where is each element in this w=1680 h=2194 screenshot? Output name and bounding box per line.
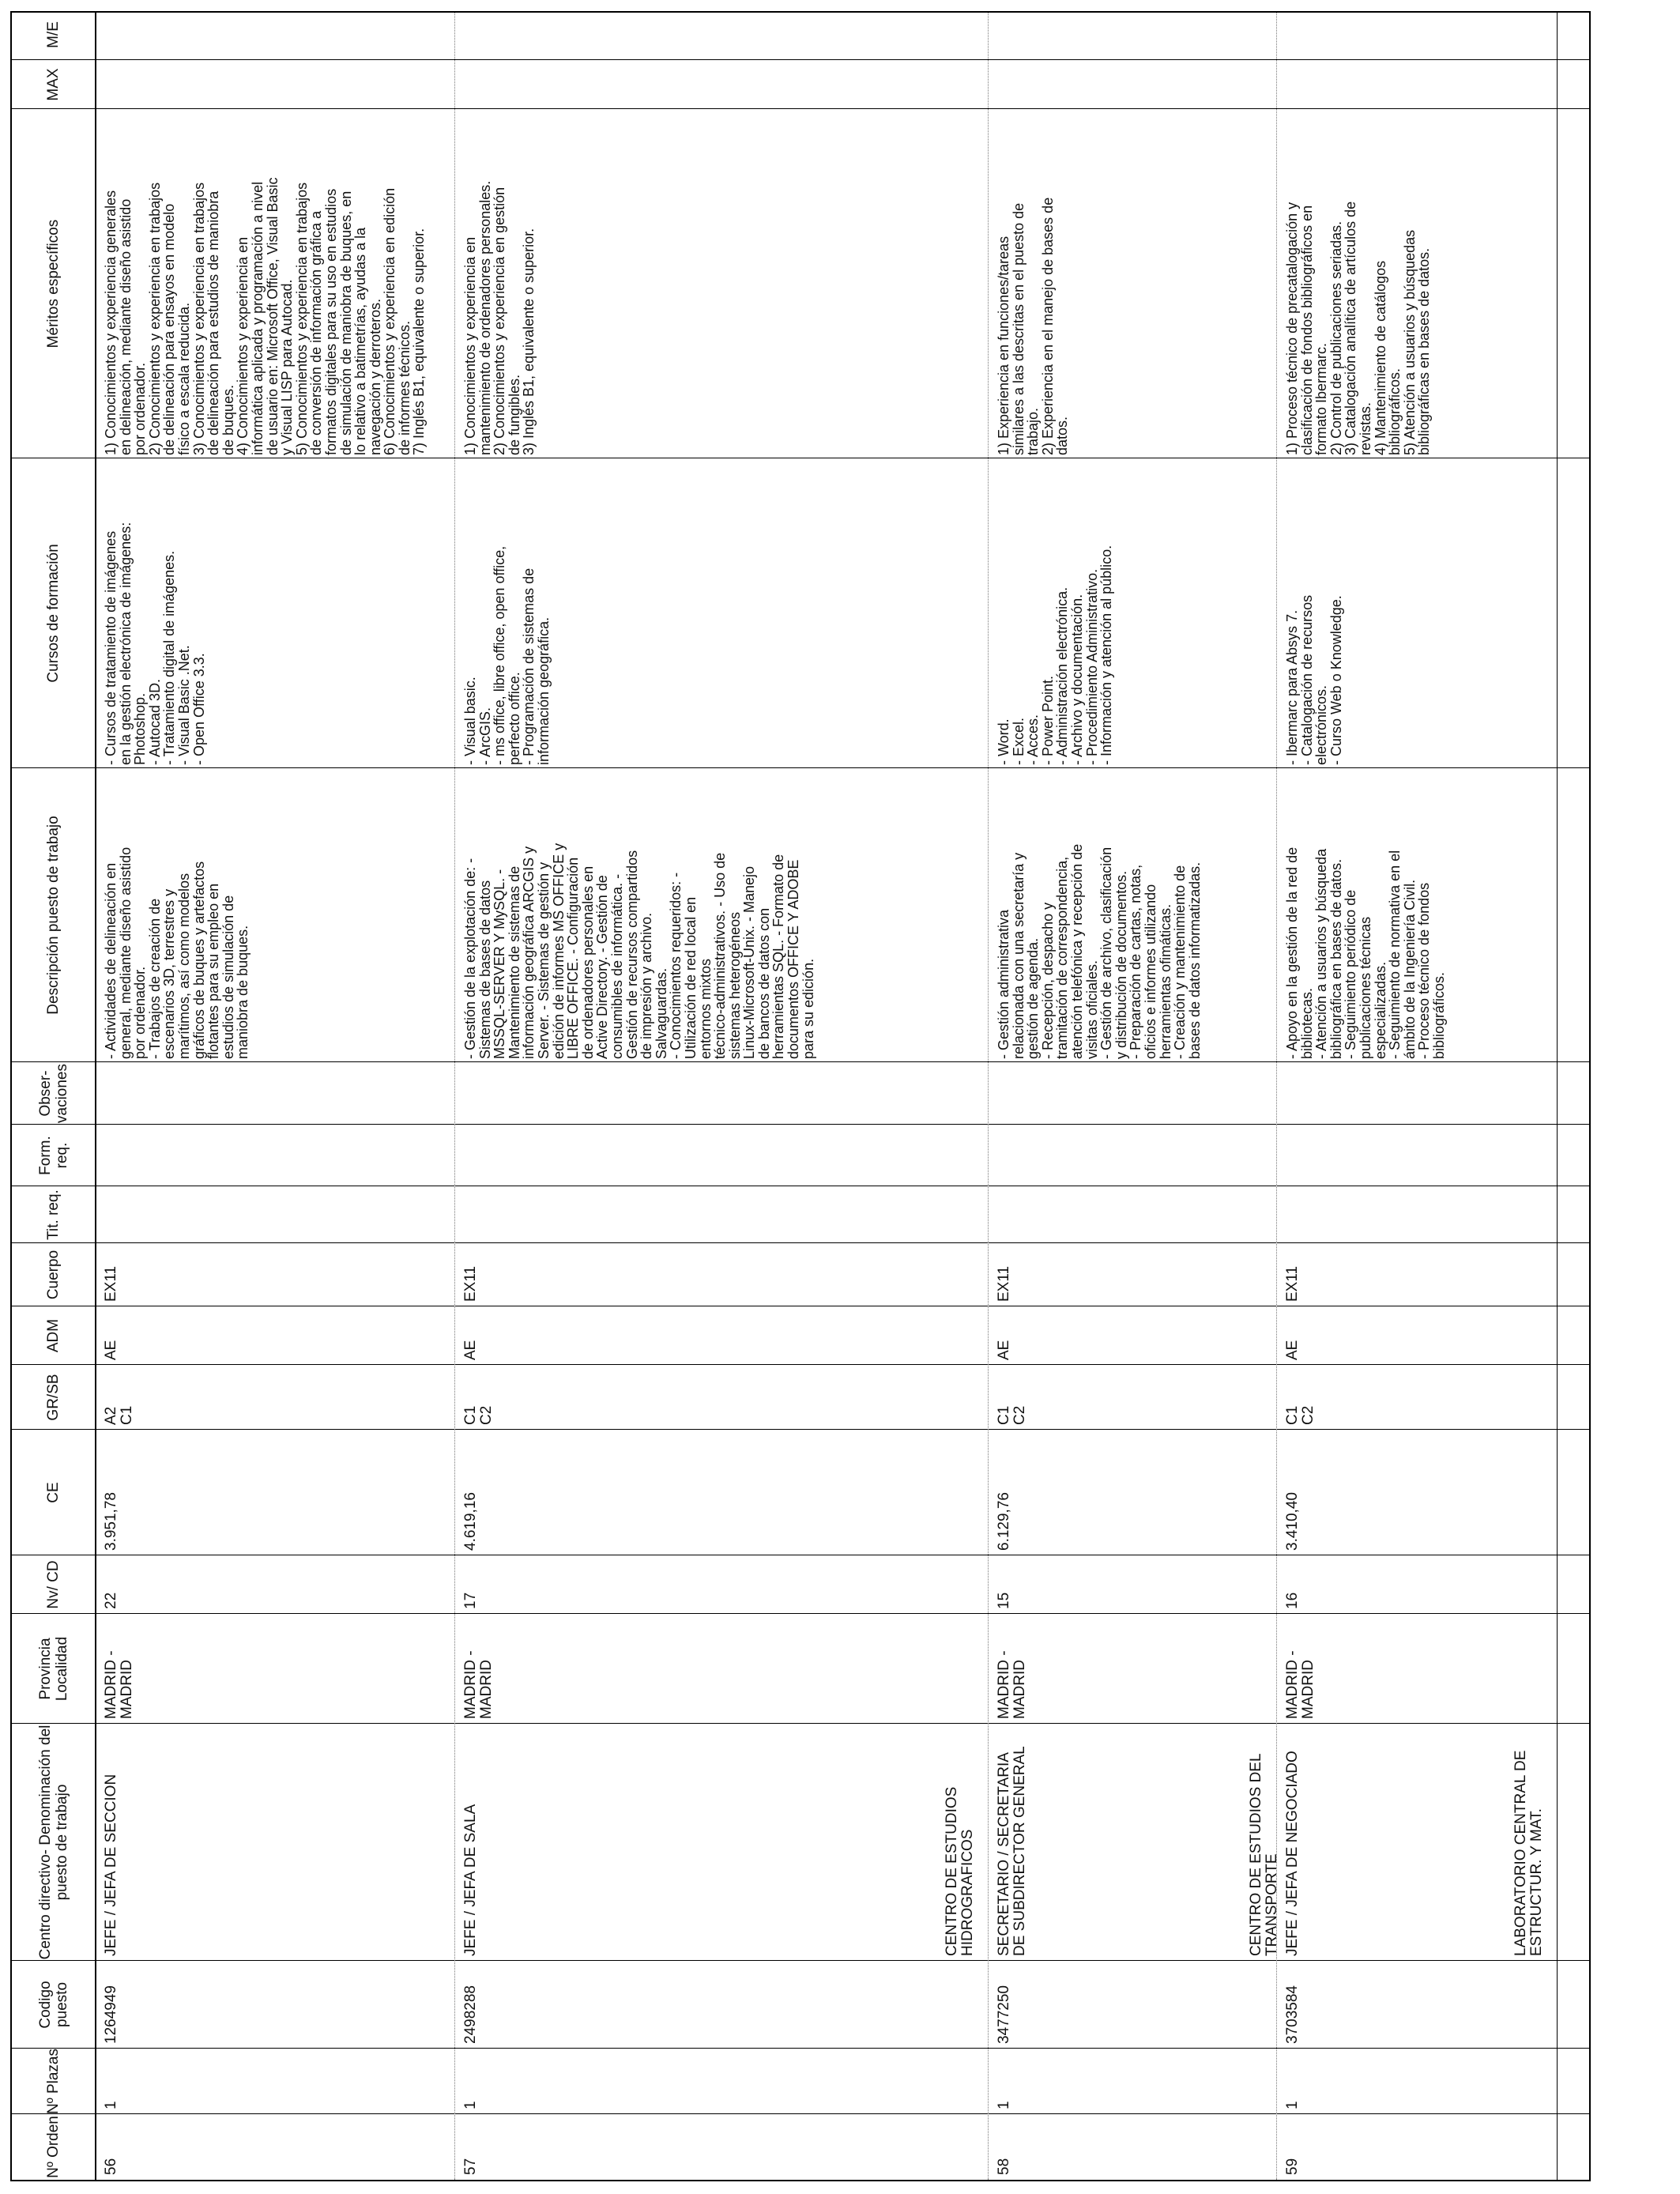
- header-provincia: Provincia Localidad: [36, 1636, 70, 1702]
- max-rule: [1557, 13, 1558, 2180]
- row-separator: [988, 13, 989, 2180]
- col-rule: [12, 2048, 1589, 2049]
- cell-centro: JEFE / JEFA DE SALA: [462, 1804, 479, 1956]
- col-rule: [12, 1429, 1589, 1430]
- col-rule: [12, 1364, 1589, 1365]
- cell-adm: AE: [103, 1340, 119, 1360]
- cell-ce: 3.410,40: [1284, 1492, 1301, 1551]
- header-obs: Obser- vaciones: [36, 1064, 70, 1123]
- cell-codigo: 3477250: [996, 1985, 1012, 2044]
- header-codigo: Codigo puesto: [36, 1981, 70, 2029]
- header-form: Form. req.: [36, 1136, 70, 1175]
- cell-nivel: 17: [462, 1592, 479, 1609]
- cell-grsb: C1 C2: [462, 1405, 495, 1425]
- cell-centro: SECRETARIO / SECRETARIA DE SUBDIRECTOR GENERAL: [996, 1746, 1028, 1956]
- col-rule: [12, 1061, 1589, 1062]
- cell-cursos: - Visual basic. - ArcGIS. - ms office, libre office, open office, perfecto office. - Programación de sistemas de información geográfica.: [462, 545, 552, 765]
- cell-cursos: - Cursos de tratamiento de imágenes en la gestión electrónica de imágenes: Photoshop. - Autocad 3D. - Tratamiento digital de imágenes. - Visual Basic .Net. - Open Office 3.3.: [103, 522, 207, 765]
- section-header: CENTRO DE ESTUDIOS HIDROGRAFICOS: [944, 1786, 976, 1956]
- cell-meritos: 1) Conocimientos y experiencia en mantenimiento de ordenadores personales. 2) Conocimientos y experiencia en gestión de fungibles. 3) Inglés B1, equivalente o superior.: [462, 180, 537, 455]
- header-rule: [95, 13, 96, 2180]
- header-adm: ADM: [45, 1318, 62, 1353]
- cell-adm: AE: [996, 1340, 1012, 1360]
- cell-codigo: 2498288: [462, 1985, 479, 2044]
- header-orden: Nº Orden: [45, 2116, 62, 2178]
- cell-centro: JEFE / JEFA DE NEGOCIADO: [1284, 1751, 1301, 1956]
- header-centro: Centro directivo- Denominación del puesto de trabajo: [36, 1725, 70, 1960]
- cell-plazas: 1: [996, 2101, 1012, 2109]
- cell-cuerpo: EX11: [103, 1265, 119, 1302]
- header-grsb: GR/SB: [45, 1374, 62, 1421]
- cell-adm: AE: [1284, 1340, 1301, 1360]
- header-tit: Tit. req.: [45, 1189, 62, 1240]
- cell-orden: 59: [1284, 2158, 1301, 2175]
- header-descripcion: Descripción puesto de trabajo: [45, 816, 62, 1015]
- cell-grsb: A2 C1: [103, 1405, 135, 1425]
- cell-adm: AE: [462, 1340, 479, 1360]
- col-rule: [12, 1613, 1589, 1614]
- cell-orden: 58: [996, 2158, 1012, 2175]
- header-ce: CE: [45, 1482, 62, 1503]
- cell-plazas: 1: [1284, 2101, 1301, 2109]
- cell-plazas: 1: [103, 2101, 119, 2109]
- col-rule: [12, 108, 1589, 109]
- cell-descripcion: - Gestión de la explotación de: - Sistemas de bases de datos MSSQL-SERVER Y MySQL. - Mantenimiento de sistemas de información geográfica ARCGIS y Server. - Sistemas de gestión y edición de informes MS OFFICE y LIBRE OFFICE. - Configuración de ordenadores personales en Active Directory. - Gestión de consumibles de informática. - Gestión de recursos compartidos de impresión y archivo. Salvaguardas. - Conocimientos requeridos: - Utilización de red local en entornos mixtos técnico-administrativos. - Uso de sistemas heterogéneos Linux-Microsoft-Unix. - Manejo de bancos de datos con herramientas SQL. - Formato de documentos OFFICE Y ADOBE para su edición.: [462, 843, 816, 1059]
- cell-cursos: - Word. - Excel. - Acces. - Power Point. - Administración electrónica. - Archivo y documentación. - Procedimiento Administrativo. - Información y atención al público.: [996, 545, 1115, 765]
- cell-cuerpo: EX11: [462, 1265, 479, 1302]
- cell-ce: 3.951,78: [103, 1492, 119, 1551]
- col-rule: [12, 1242, 1589, 1243]
- cell-provincia: MADRID - MADRID: [996, 1650, 1028, 1719]
- cell-nivel: 22: [103, 1592, 119, 1609]
- header-nivel: Nv/ CD: [45, 1560, 62, 1609]
- cell-descripcion: - Apoyo en la gestión de la red de bibliotecas. - Atención a usuarios y búsqueda bibliográfica en bases de datos. - Seguimiento periódico de publicaciones técnicas especializadas. - Seguimiento de normativa en el ámbito de la Ingeniería Civil. - Proceso técnico de fondos bibliográficos.: [1284, 846, 1447, 1059]
- cell-codigo: 1264949: [103, 1985, 119, 2044]
- cell-provincia: MADRID - MADRID: [1284, 1650, 1317, 1719]
- cell-orden: 56: [103, 2158, 119, 2175]
- cell-ce: 6.129,76: [996, 1492, 1012, 1551]
- header-meritos: Méritos específicos: [45, 219, 62, 349]
- header-plazas: Nº Plazas: [45, 2049, 62, 2114]
- cell-cuerpo: EX11: [996, 1265, 1012, 1302]
- cell-centro: JEFE / JEFA DE SECCION: [103, 1774, 119, 1956]
- col-rule: [12, 59, 1589, 60]
- cell-meritos: 1) Experiencia en funciones/tareas similares a las descritas en el puesto de trabajo. 2) Experiencia en el manejo de bases de datos.: [996, 197, 1071, 455]
- cell-grsb: C1 C2: [996, 1405, 1028, 1425]
- cell-provincia: MADRID - MADRID: [462, 1650, 495, 1719]
- cell-descripcion: - Actividades de delineación en general, mediante diseño asistido por ordenador. - Trabajos de creación de escenarios 3D, terrestres y marítimos, así como modelos gráficos de buques y artefactos flotantes para su empleo en estudios de simulación de maniobra de buques.: [103, 846, 251, 1059]
- cell-grsb: C1 C2: [1284, 1405, 1317, 1425]
- cell-plazas: 1: [462, 2101, 479, 2109]
- cell-nivel: 15: [996, 1592, 1012, 1609]
- cell-cursos: - Ibermarc para Absys 7. - Catalogación de recursos electrónicos. - Curso Web o Knowledge.: [1284, 594, 1344, 765]
- cell-ce: 4.619,16: [462, 1492, 479, 1551]
- positions-table: [10, 11, 1591, 2181]
- cell-meritos: 1) Proceso técnico de precatalogación y clasificación de fondos bibliográficos en formato Ibermarc. 2) Control de publicaciones seriadas. 3) Catalogación analítica de artículos de revistas. 4) Mantenimiento de catálogos bibliográficos. 5) Atención a usuarios y búsquedas bibliográficas en bases de datos.: [1284, 201, 1433, 455]
- header-cuerpo: Cuerpo: [45, 1250, 62, 1300]
- header-cursos: Cursos de formación: [45, 544, 62, 683]
- header-max: MAX: [45, 68, 62, 101]
- cell-nivel: 16: [1284, 1592, 1301, 1609]
- section-header: CENTRO DE ESTUDIOS DEL TRANSPORTE: [1248, 1753, 1280, 1956]
- col-rule: [12, 1723, 1589, 1724]
- col-rule: [12, 2113, 1589, 2114]
- cell-provincia: MADRID - MADRID: [103, 1650, 135, 1719]
- cell-meritos: 1) Conocimientos y experiencia generales en delineación, mediante diseño asistido por ordenador. 2) Conocimientos y experiencia en trabajos de delineación para ensayos en modelo físico a escala reducida. 3) Conocimientos y experiencia en trabajos de delineación para estudios de maniobra de buques. 4) Conocimientos y experiencia en informática aplicada y programación a nivel de usuario en: Microsoft Office, Visual Basic y Visual LISP para Autocad. 5) Conocimientos y experiencia en trabajos de conversión de información gráfica a formatos digitales para su uso en estudios de simulación de maniobra de buques, en lo relativo a batimetrías, ayudas a la navegación y derroteros. 6) Conocimientos y experiencia en edición de informes técnicos. 7) Inglés B1, equivalente o superior.: [103, 177, 428, 455]
- cell-descripcion: - Gestión administrativa relacionada con una secretaría y gestión de agenda. - Recepción, despacho y tramitación de correspondencia, atención telefónica y recepción de visitas oficiales. - Gestión de archivo, clasificación y distribución de documentos. - Preparación de cartas, notas, oficios e informes utilizando herramientas ofimáticas. - Creación y mantenimiento de bases de datos informatizadas.: [996, 843, 1203, 1059]
- cell-cuerpo: EX11: [1284, 1265, 1301, 1302]
- section-header: LABORATORIO CENTRAL DE ESTRUCTUR. Y MAT.: [1512, 1750, 1545, 1956]
- header-me: M/E: [45, 21, 62, 48]
- cell-codigo: 3703584: [1284, 1985, 1301, 2044]
- col-rule: [12, 767, 1589, 768]
- col-rule: [12, 1124, 1589, 1125]
- col-rule: [12, 1960, 1589, 1961]
- row-separator: [454, 13, 455, 2180]
- cell-orden: 57: [462, 2158, 479, 2175]
